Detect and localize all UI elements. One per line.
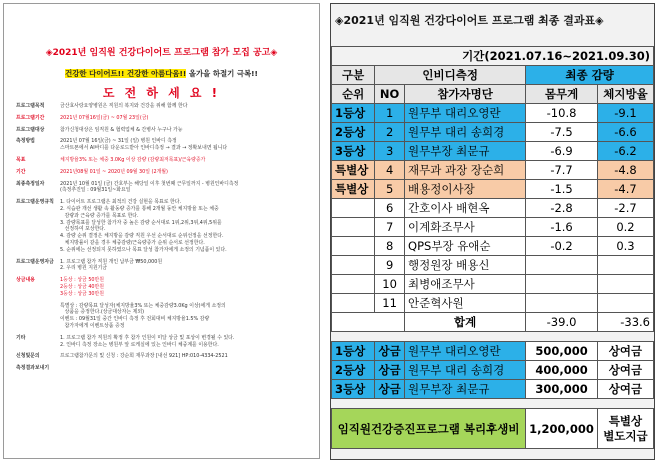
- poster-row-line: 체지방율3% 또는 체중 3.0Kg 이상 감량 (감량최저목표)/근육량증가: [60, 156, 206, 163]
- result-weight: [526, 294, 598, 313]
- prize-note: 상여금: [597, 361, 653, 380]
- result-name: 재무과 과장 장순희: [405, 161, 526, 180]
- poster-row-value: [60, 365, 316, 372]
- result-rank: [332, 275, 375, 294]
- poster-row-line: 선정하여 포상한다.: [60, 226, 106, 233]
- prize-note: 상여금: [597, 380, 653, 399]
- poster-row-line: 1. 프로그램 참가 직원의 확정 후 참가 인원이 미달 상금 및 포상이 변경될 수 있다.: [60, 334, 235, 341]
- poster-row: [16, 365, 316, 372]
- result-fat: -4.7: [597, 180, 653, 199]
- header-measure: 인비디측정: [375, 66, 526, 85]
- prize-row: [332, 380, 654, 399]
- poster-row-line: 2021년 10월 01일 (금) 간호부는 해당일 이후 첫번째 근무일까지 - 병원인바디측정: [60, 180, 239, 187]
- poster-row: [16, 277, 316, 297]
- result-name: 원무부장 최문규: [405, 142, 526, 161]
- poster-row-line: 이벤트 : 09월31일 중간 인바디 측정 후 전회대비 체지방율1.5% 감량: [60, 316, 210, 323]
- result-weight: -0.2: [526, 237, 598, 256]
- recruitment-poster: [3, 3, 320, 459]
- result-row: [332, 294, 654, 313]
- poster-row-line: 5. 순위에는 선정되지 못하였으나 목표 달성 참가자에게 소정의 기념품이 있다.: [60, 246, 227, 253]
- welfare-amount: 1,200,000: [526, 409, 598, 449]
- poster-row-line: 스마트폰에서 AI바디를 다운로드받아 인바디측정 → 결과 → 정확보내면 됩니다: [60, 145, 228, 152]
- result-fat: [597, 256, 653, 275]
- poster-row-line: 체지방률이 같을 경우 체중감량/근육량증가 순위 순서로 선정한다.: [60, 239, 205, 246]
- result-fat: -2.7: [597, 199, 653, 218]
- total-fat: -33.6: [597, 313, 653, 332]
- result-fat: -6.6: [597, 123, 653, 142]
- poster-row-value: [60, 157, 316, 164]
- poster-row-value: [60, 353, 316, 360]
- header-final-loss: 최종 감량: [526, 66, 654, 85]
- poster-row-label: [16, 303, 60, 330]
- result-no: 8: [375, 237, 405, 256]
- result-weight: [526, 275, 598, 294]
- poster-row-label: 목표: [16, 156, 26, 163]
- poster-row: [16, 115, 316, 122]
- result-rank: 2등상: [332, 123, 375, 142]
- total-label: 합계: [405, 313, 526, 332]
- result-rank: 3등상: [332, 142, 375, 161]
- poster-slogan: [4, 68, 319, 79]
- header-rank: 순위: [332, 85, 375, 104]
- result-no: 1: [375, 104, 405, 123]
- result-no: 10: [375, 275, 405, 294]
- prize-name: 원무부 대리오영란: [405, 342, 526, 361]
- poster-row-line: 감량과 근육량 증가를 목표로 한다.: [60, 212, 139, 219]
- result-row: [332, 123, 654, 142]
- result-no: 2: [375, 123, 405, 142]
- poster-row: [16, 303, 316, 330]
- result-name: 원무부 대리오영란: [405, 104, 526, 123]
- poster-row-value: [60, 115, 316, 122]
- poster-row-line: 참가신청대상은 임직원 & 협력업체 & 간병사 누구나 가능: [60, 126, 183, 133]
- poster-row: [16, 127, 316, 134]
- header-body-fat: 체지방율: [597, 85, 653, 104]
- result-weight: -7.5: [526, 123, 598, 142]
- result-row: [332, 218, 654, 237]
- period-row: [332, 47, 654, 66]
- results-board: [330, 3, 655, 460]
- header-no: NO: [375, 85, 405, 104]
- result-row: [332, 275, 654, 294]
- period-label: 기간(2021.07.16~2021.09.30): [332, 47, 654, 66]
- poster-row-line: (측정추진일 : 09월31일~화요일: [60, 187, 131, 194]
- result-name: 이계화조무사: [405, 218, 526, 237]
- prize-note: 상여금: [597, 342, 653, 361]
- header-participant: 참가자명단: [405, 85, 526, 104]
- result-row: [332, 104, 654, 123]
- prize-row: [332, 361, 654, 380]
- prize-amount: 400,000: [526, 361, 598, 380]
- poster-row: [16, 103, 316, 110]
- result-rank: [332, 294, 375, 313]
- result-fat: 0.3: [597, 237, 653, 256]
- result-no: 11: [375, 294, 405, 313]
- prize-rank: 1등상: [332, 342, 375, 361]
- poster-row-line: 2021년 07월 16일(금) ~ 31일 (일) 병원 인바디 측정: [60, 138, 177, 145]
- poster-row-line: 프로그램참가문의 및 신청 : 강순희 재무과장 [내선 921] HP:010-4334-2521: [60, 353, 228, 360]
- poster-row-label: 측정방법: [16, 138, 35, 145]
- result-name: 행정원장 배용신: [405, 256, 526, 275]
- result-fat: -4.8: [597, 161, 653, 180]
- result-fat: 0.2: [597, 218, 653, 237]
- apply-call: 도 전 하 세 요 !: [102, 86, 221, 100]
- poster-row-value: [60, 259, 316, 273]
- poster-row: [16, 199, 316, 253]
- results-title: ◈2021년 임직원 건강다이어트 프로그램 최종 결과표◈: [335, 14, 604, 27]
- result-rank: [332, 237, 375, 256]
- result-no: 4: [375, 161, 405, 180]
- poster-row: [16, 353, 316, 360]
- total-rank-blank: [332, 313, 405, 332]
- poster-row-line: 3등상 : 상금 30만원: [60, 290, 104, 297]
- poster-row-line: 금산효사랑요양병원은 직원의 복지와 건강을 위해 함께 한다: [60, 103, 188, 109]
- poster-row: [16, 157, 316, 164]
- poster-row-value: [60, 277, 316, 297]
- total-weight: -39.0: [526, 313, 598, 332]
- result-fat: -9.1: [597, 104, 653, 123]
- result-weight: -7.7: [526, 161, 598, 180]
- welfare-row: [332, 409, 654, 449]
- poster-row-line: 2등상 : 상금 40만원: [60, 283, 104, 290]
- result-name: 간호이사 배현옥: [405, 199, 526, 218]
- result-row: [332, 256, 654, 275]
- prize-amount: 300,000: [526, 380, 598, 399]
- prize-type: 상금: [375, 380, 405, 399]
- poster-row-line: 2021년08월 01일 ~ 2020년 09월 30일 (2개월): [60, 168, 168, 175]
- poster-row-label: 최종측정일자: [16, 180, 45, 187]
- total-row: [332, 313, 654, 332]
- result-weight: -1.5: [526, 180, 598, 199]
- poster-row-value: [60, 103, 316, 110]
- result-weight: -1.6: [526, 218, 598, 237]
- prize-row: [332, 342, 654, 361]
- poster-row: [16, 181, 316, 195]
- poster-row-value: [60, 181, 316, 195]
- poster-row-line: 1. 다이어트 프로그램은 최적의 건강 실현을 목표로 한다.: [60, 199, 182, 206]
- poster-row: [16, 169, 316, 176]
- welfare-note: [597, 409, 653, 449]
- header-row-2: [332, 85, 654, 104]
- results-table: [331, 46, 654, 449]
- result-name: 안준혁사원: [405, 294, 526, 313]
- poster-row-value: [60, 303, 316, 330]
- poster-row-line: 상품을 증정한다.(상금대상자는 제외): [60, 309, 145, 316]
- poster-row-label: 상금내용: [16, 277, 35, 284]
- result-fat: [597, 294, 653, 313]
- result-no: 3: [375, 142, 405, 161]
- poster-row-line: 2. 인바디 측정 장소는 병원부 앞 로케실에 있는 인바디 체중계를 이용한다.: [60, 341, 219, 348]
- welfare-note-2: 별도지급: [603, 428, 648, 443]
- result-row: [332, 142, 654, 161]
- prize-name: 원무부 대리 송희경: [405, 361, 526, 380]
- result-no: 5: [375, 180, 405, 199]
- result-no: 9: [375, 256, 405, 275]
- poster-row-label: 프로그램기간: [16, 114, 45, 121]
- result-weight: -6.9: [526, 142, 598, 161]
- result-no: 7: [375, 218, 405, 237]
- result-weight: [526, 256, 598, 275]
- poster-row-label: 기타: [16, 334, 26, 341]
- poster-row-value: [60, 169, 316, 176]
- result-fat: -6.2: [597, 142, 653, 161]
- welfare-label: 임직원건강증진프로그램 복리후생비: [332, 409, 526, 449]
- poster-row-line: 2021년 07월16일(금) ~ 07월 23일(금): [60, 114, 149, 121]
- result-rank: [332, 218, 375, 237]
- prize-type: 상금: [375, 361, 405, 380]
- poster-row-line: 4. 감량 순위 결정은 체지방을 감량 직원 우선 순서대로 순위선정을 선정한다.: [60, 233, 224, 240]
- prize-amount: 500,000: [526, 342, 598, 361]
- result-row: [332, 161, 654, 180]
- result-name: QPS부장 유애순: [405, 237, 526, 256]
- result-name: 원무부 대리 송희경: [405, 123, 526, 142]
- result-name: 배용정이사장: [405, 180, 526, 199]
- result-rank: 특별상: [332, 180, 375, 199]
- prize-rank: 3등상: [332, 380, 375, 399]
- poster-row-line: 3. 감량목표를 달성한 참가자 중 높은 감량 순서대로 1위,2위,3위,4위,5위를: [60, 219, 222, 226]
- poster-title: ◈2021년 임직원 건강다이어트 프로그램 참가 모집 공고◈: [45, 48, 278, 58]
- poster-row-value: [60, 199, 316, 253]
- poster-row-value: [60, 335, 316, 349]
- poster-row-label: 프로그램대상: [16, 126, 45, 133]
- result-fat: [597, 275, 653, 294]
- poster-row-label: 신청및문의: [16, 353, 40, 360]
- poster-row: [16, 259, 316, 273]
- result-row: [332, 180, 654, 199]
- prize-type: 상금: [375, 342, 405, 361]
- poster-row-line: 2. 식습관 개선 생활 속 활동량 증가를 통해 2개월 동안 체지방율 또는 체중: [60, 205, 219, 212]
- poster-row-label: 프로그램운영규칙: [16, 199, 54, 206]
- poster-row-line: 특별상 : 감량목표 달성자(체지방율3% 또는 체중감량3.0Kg 이상)에게 소정의: [60, 302, 226, 309]
- slogan-highlight: 건강한 다이어트!! 건강한 아름다움!!: [65, 69, 187, 78]
- poster-row-label: 기간: [16, 168, 26, 175]
- poster-row-value: [60, 138, 316, 152]
- header-weight: 몸무게: [526, 85, 598, 104]
- poster-row-line: 1등상 : 상금 50만원: [60, 277, 104, 284]
- result-rank: 특별상: [332, 161, 375, 180]
- result-rank: [332, 199, 375, 218]
- poster-row: [16, 335, 316, 349]
- result-row: [332, 199, 654, 218]
- result-name: 최병애조무사: [405, 275, 526, 294]
- result-row: [332, 237, 654, 256]
- poster-row-label: 프로그램목적: [16, 103, 45, 109]
- prize-name: 원무부장 최문규: [405, 380, 526, 399]
- poster-row-value: [60, 127, 316, 134]
- result-rank: [332, 256, 375, 275]
- result-weight: -2.8: [526, 199, 598, 218]
- header-row-1: [332, 66, 654, 85]
- slogan-rest: 올가을 하절기 극복!!: [188, 69, 258, 78]
- poster-row-line: 2. 우리 병원 지원기금: [60, 265, 108, 272]
- poster-row-line: 1. 프로그램 참가 직원 개인 납부금 ₩50,000원: [60, 258, 163, 265]
- header-division: 구분: [332, 66, 375, 85]
- poster-details: [16, 103, 316, 377]
- poster-row-label: 측정결과보내기: [16, 365, 50, 372]
- result-no: 6: [375, 199, 405, 218]
- result-weight: -10.8: [526, 104, 598, 123]
- poster-row-line: 참가자에게 이벤트상품 증정: [60, 322, 125, 329]
- prize-rank: 2등상: [332, 361, 375, 380]
- poster-row: [16, 138, 316, 152]
- poster-row-label: 프로그램운영자금: [16, 258, 54, 265]
- welfare-note-1: 특별상: [608, 413, 643, 428]
- result-rank: 1등상: [332, 104, 375, 123]
